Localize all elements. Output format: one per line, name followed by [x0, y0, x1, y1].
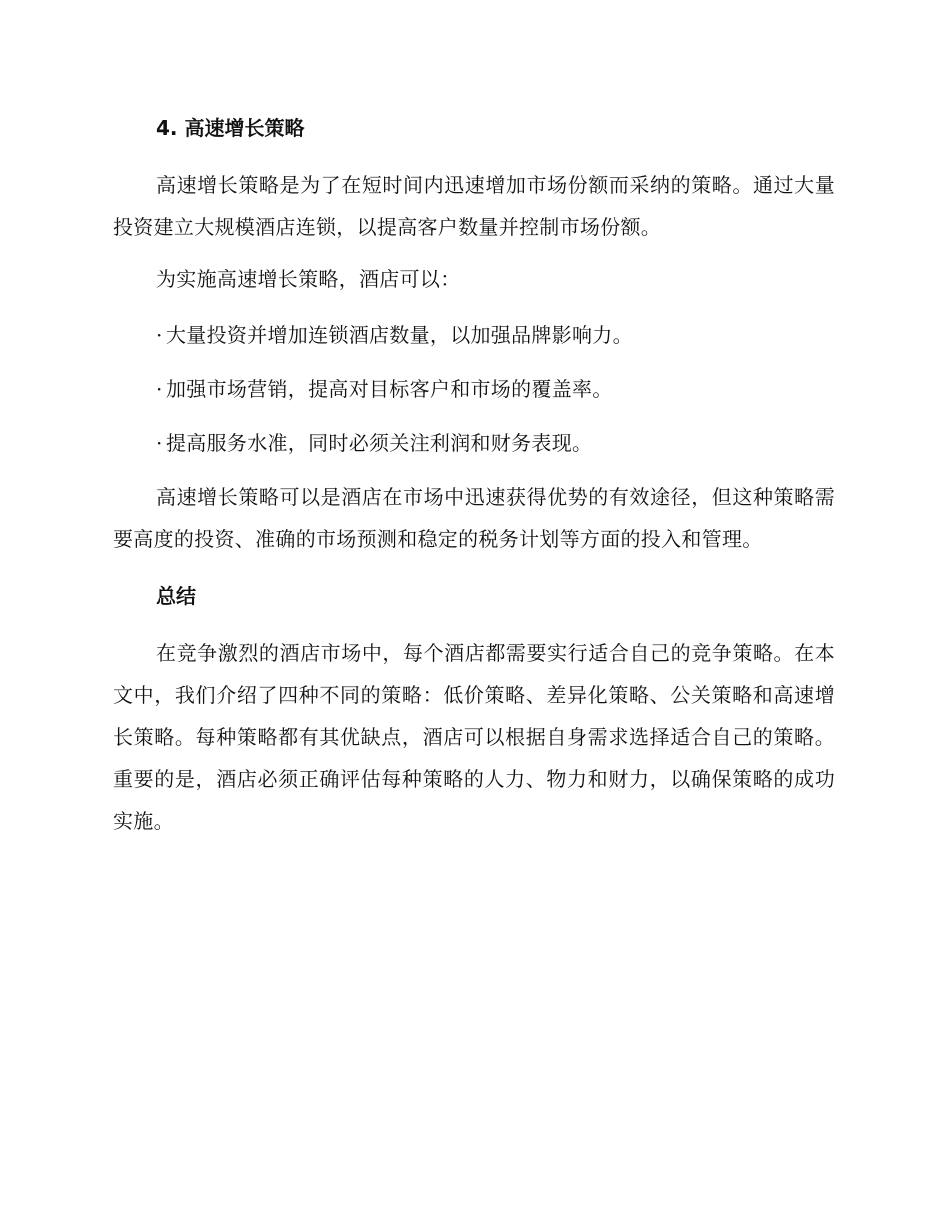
bullet-symbol: ·	[156, 431, 163, 455]
bullet-text: 大量投资并增加连锁酒店数量，以加强品牌影响力。	[166, 323, 633, 347]
paragraph-high-growth-lead: 为实施高速增长策略，酒店可以：	[156, 267, 461, 291]
bullet-item	[113, 422, 835, 464]
bullet-symbol: ·	[156, 377, 163, 401]
paragraph-high-growth-closing: 高速增长策略可以是酒店在市场中迅速获得优势的有效途径，但这种策略需要高度的投资、准确的市场预测和稳定的税务计划等方面的投入和管理。	[113, 485, 835, 551]
section-heading-high-growth: 4. 高速增长策略	[156, 116, 305, 140]
bullet-symbol: ·	[156, 323, 163, 347]
bullet-item	[113, 314, 835, 356]
section-gap	[113, 570, 835, 578]
paragraph-high-growth-intro: 高速增长策略是为了在短时间内迅速增加市场份额而采纳的策略。通过大量投资建立大规模酒店连锁，以提高客户数量并控制市场份额。	[113, 173, 835, 239]
bullet-text: 提高服务水准，同时必须关注利润和财务表现。	[166, 431, 593, 455]
bullet-item	[113, 368, 835, 410]
bullet-text: 加强市场营销，提高对目标客户和市场的覆盖率。	[166, 377, 613, 401]
paragraph-summary: 在竞争激烈的酒店市场中，每个酒店都需要实行适合自己的竞争策略。在本文中，我们介绍了四种不同的策略：低价策略、差异化策略、公关策略和高速增长策略。每种策略都有其优缺点，酒店可以根据自身需求选择适合自己的策略。重要的是，酒店必须正确评估每种策略的人力、物力和财力，以确保策略的成功实施。	[113, 641, 835, 833]
document-content	[113, 110, 835, 852]
section-heading-summary: 总结	[156, 584, 196, 608]
